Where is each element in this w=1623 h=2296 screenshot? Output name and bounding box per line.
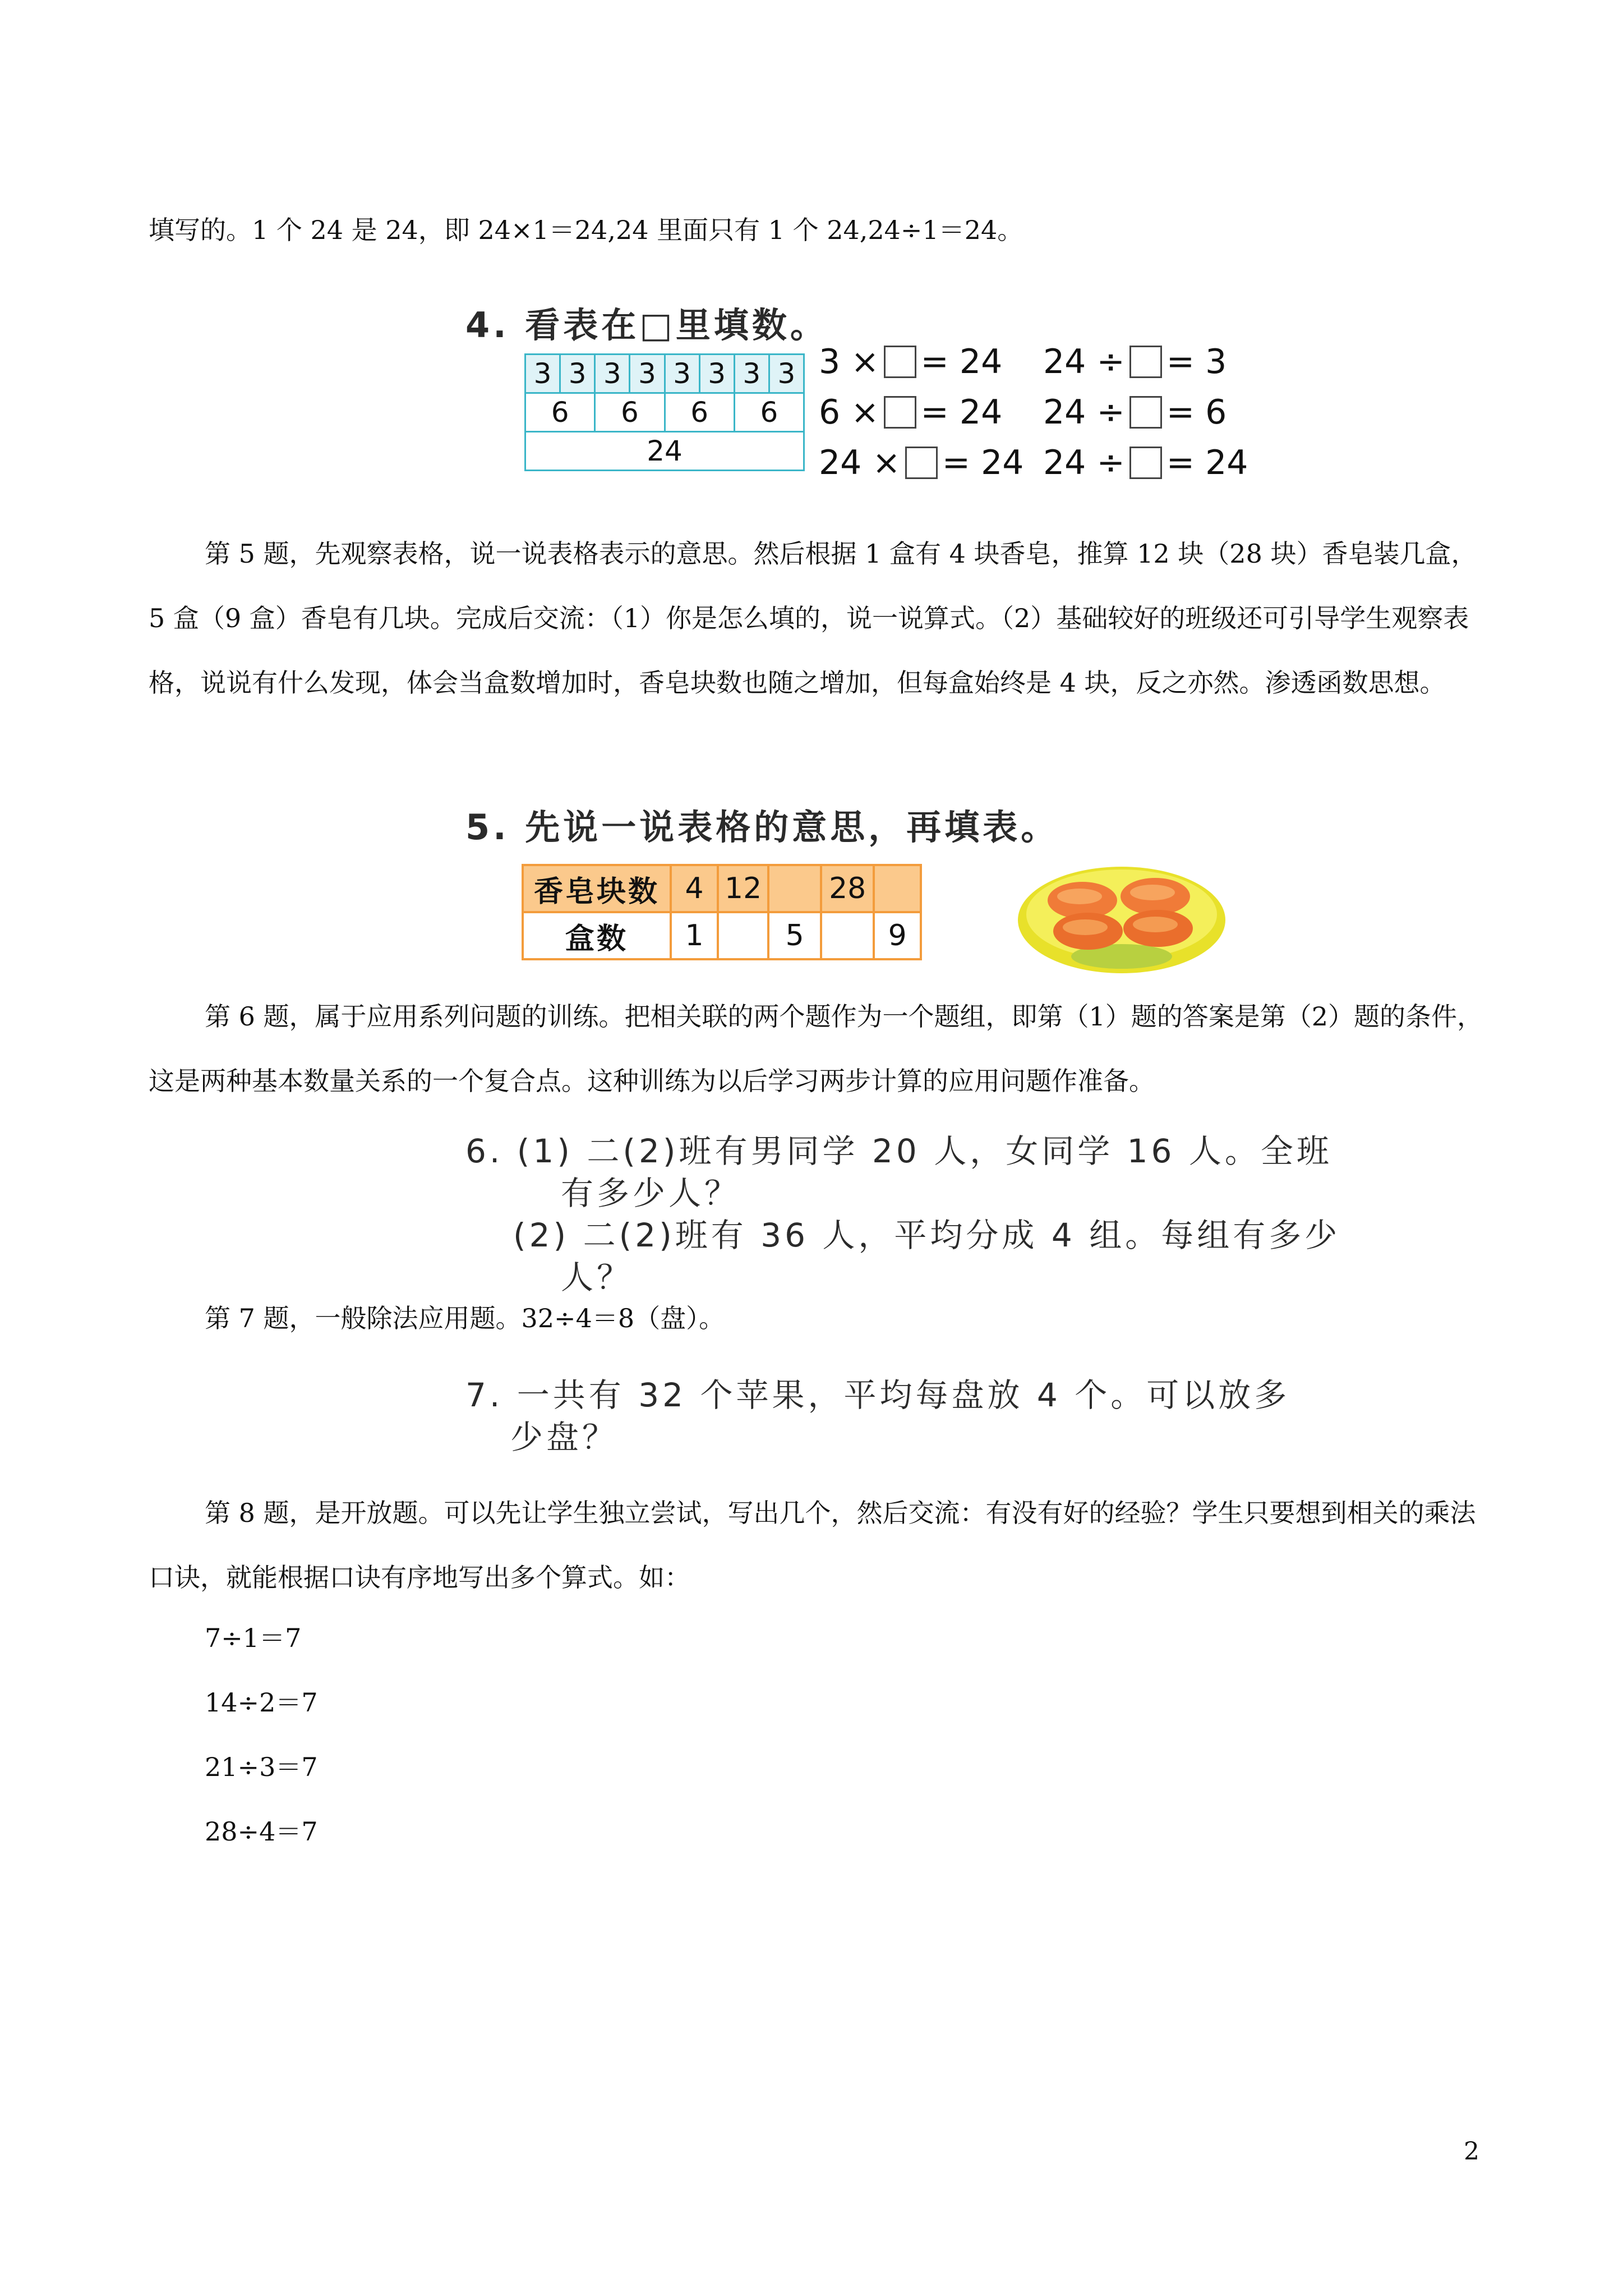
bar-cell: 3: [666, 355, 700, 392]
answer-box[interactable]: [884, 396, 916, 429]
answer-box[interactable]: [1129, 346, 1162, 378]
bar-cell: 6: [760, 396, 778, 429]
bar-cell: 3: [700, 355, 735, 392]
row-label-soap-count: 香皂块数: [523, 865, 671, 912]
bar-row-sixes: [524, 392, 805, 432]
exercise-6-line: 人？: [561, 1258, 633, 1296]
bar-cell: 3: [596, 355, 630, 392]
soap-table: [522, 864, 922, 960]
row-label-box-count: 盒数: [523, 912, 671, 959]
bar-cell: 6: [526, 394, 596, 431]
bar-row-total: [524, 431, 805, 471]
exercise-6-line: 6. (1) 二(2)班有男同学 20 人，女同学 16 人。全班: [465, 1132, 1332, 1170]
table-cell: 12: [718, 865, 768, 912]
paragraph-5: 第 5 题，先观察表格，说一说表格表示的意思。然后根据 1 盒有 4 块香皂，推算 12 块（28 块）香皂装几盒，5 盒（9 盒）香皂有几块。完成后交流：（1）你是怎么填的，说一说算式。（2）基础较好的班级还可引导学生观察表格，说说有什么发现，体会当盒数增加时，香皂块数也随之增加，但每盒始终是 4 块，反之亦然。渗透函数思想。: [149, 539, 1477, 698]
table-cell: 5: [768, 912, 821, 959]
answer-box[interactable]: [1129, 396, 1162, 429]
intro-line: 填写的。1 个 24 是 24，即 24×1＝24,24 里面只有 1 个 24,24÷1＝24。: [149, 215, 1023, 245]
exercise-6-line: (2) 二(2)班有 36 人，平均分成 4 组。每组有多少: [513, 1216, 1341, 1254]
table-cell: 9: [874, 912, 921, 959]
exercise-5-title: 5. 先说一说表格的意思，再填表。: [465, 807, 1059, 848]
paragraph-6: 第 6 题，属于应用系列问题的训练。把相关联的两个题作为一个题组，即第（1）题的答案是第（2）题的条件，这是两种基本数量关系的一个复合点。这种训练为以后学习两步计算的应用问题作准备。: [149, 1001, 1483, 1096]
equation: 24 ÷ = 6: [1043, 393, 1227, 432]
equation: 3 × = 24: [819, 342, 1003, 381]
table-cell[interactable]: [821, 912, 874, 959]
bar-cell: 3: [735, 355, 770, 392]
bar-cell: 3: [777, 357, 796, 390]
bar-cell: 3: [630, 355, 665, 392]
answer-box[interactable]: [905, 447, 938, 479]
example-equation: 14÷2＝7: [205, 1687, 318, 1718]
soap-dish-image: [1009, 830, 1234, 976]
example-equation: 7÷1＝7: [205, 1623, 302, 1653]
paragraph-7: 第 7 题，一般除法应用题。32÷4＝8（盘）。: [205, 1303, 725, 1333]
example-equation: 21÷3＝7: [205, 1752, 318, 1782]
table-cell[interactable]: [874, 865, 921, 912]
example-equation: 28÷4＝7: [205, 1816, 318, 1847]
equation: 24 ÷ = 3: [1043, 342, 1227, 381]
exercise-6-line: 有多少人？: [561, 1174, 741, 1212]
answer-box[interactable]: [1129, 447, 1162, 479]
table-cell: 1: [671, 912, 718, 959]
page-number: 2: [1464, 2137, 1479, 2166]
bar-cell: 6: [596, 394, 665, 431]
bar-cell: 24: [647, 435, 683, 467]
equation: 6 × = 24: [819, 393, 1003, 432]
bar-cell: 3: [526, 355, 561, 392]
exercise-4-title: 4. 看表在□里填数。: [465, 305, 828, 346]
equation: 24 ÷ = 24: [1043, 443, 1248, 482]
table-cell[interactable]: [768, 865, 821, 912]
exercise-7-line: 少盘？: [510, 1418, 619, 1456]
table-cell: 4: [671, 865, 718, 912]
answer-box[interactable]: [884, 346, 916, 378]
equation: 24 × = 24: [819, 443, 1024, 482]
table-cell[interactable]: [718, 912, 768, 959]
bar-row-threes: [524, 353, 805, 394]
bar-cell: 6: [666, 394, 735, 431]
bar-cell: 3: [561, 355, 596, 392]
table-cell: 28: [821, 865, 874, 912]
exercise-7-line: 7. 一共有 32 个苹果，平均每盘放 4 个。可以放多: [465, 1376, 1290, 1414]
paragraph-8: 第 8 题，是开放题。可以先让学生独立尝试，写出几个，然后交流：有没有好的经验？学生只要想到相关的乘法口诀，就能根据口诀有序地写出多个算式。如：: [149, 1498, 1476, 1593]
